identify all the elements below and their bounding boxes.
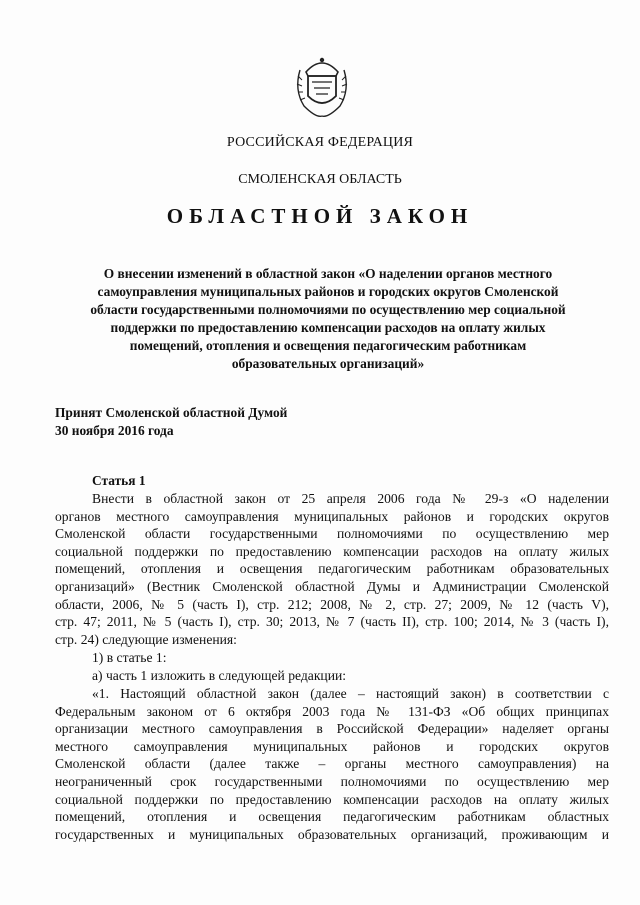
law-subject <box>55 265 601 373</box>
subject-line: поддержки по предоставлению компенсации расходов на оплату жилых <box>110 320 546 335</box>
region-heading: СМОЛЕНСКАЯ ОБЛАСТЬ <box>238 172 402 187</box>
article-paragraph <box>55 490 609 648</box>
law-title: ОБЛАСТНОЙ ЗАКОН <box>166 204 474 228</box>
adoption-info <box>55 404 287 440</box>
quote-line: Федеральным законом от 6 октября 2003 года № 131-ФЗ «Об общих принципах <box>55 703 609 719</box>
paragraph-line: органов местного самоуправления муниципальных районов и городских округов <box>55 508 609 524</box>
quote-line: государственных и муниципальных образовательных организаций, проживающим и <box>55 826 609 842</box>
paragraph-line: Смоленской области государственными полномочиями по осуществлению мер <box>55 526 609 542</box>
list-item-a: а) часть 1 изложить в следующей редакции: <box>92 668 347 683</box>
quote-line: социальной поддержки по предоставлению компенсации расходов на оплату жилых <box>55 791 609 807</box>
quote-line: неограниченный срок государственными полномочиями по осуществлению мер <box>55 773 609 789</box>
coat-of-arms-emblem <box>292 50 352 120</box>
list-item-1: 1) в статье 1: <box>92 650 167 665</box>
paragraph-line: социальной поддержки по предоставлению компенсации расходов на оплату жилых <box>55 543 609 559</box>
paragraph-line: области, 2006, № 5 (часть I), стр. 212; 2008, № 2, стр. 27; 2009, № 12 (часть V), <box>55 596 609 612</box>
quote-line: помещений, отопления и освещения педагогическим работникам областных <box>55 809 609 825</box>
paragraph-line: стр. 47; 2011, № 5 (часть I), стр. 30; 2013, № 7 (часть II), стр. 100; 2014, № 3 (часть I), <box>55 614 609 630</box>
paragraph-line: организаций» (Вестник Смоленской областной Думы и Администрации Смоленской <box>55 578 609 594</box>
paragraph-line: Внести в областной закон от 25 апреля 2006 года № 29-з «О наделении <box>92 491 609 506</box>
article-heading: Статья 1 <box>92 473 146 488</box>
quote-line: местного самоуправления муниципальных районов и городских округов <box>55 738 609 754</box>
quote-line: Смоленской области (далее также – органы местного самоуправления) на <box>55 756 609 772</box>
quote-line: организации местного самоуправления в Российской Федерации» наделяет органы <box>55 721 609 737</box>
subject-line: помещений, отопления и освещения педагогическим работникам <box>129 338 527 353</box>
subject-line: образовательных организаций» <box>231 356 425 371</box>
quoted-amendment <box>55 685 609 843</box>
paragraph-line: стр. 24) следующие изменения: <box>55 631 237 647</box>
adoption-body: Принят Смоленской областной Думой <box>55 405 288 420</box>
quote-line: «1. Настоящий областной закон (далее – настоящий закон) в соответствии с <box>92 686 609 701</box>
federation-heading: РОССИЙСКАЯ ФЕДЕРАЦИЯ <box>226 135 414 150</box>
adoption-date: 30 ноября 2016 года <box>55 423 174 438</box>
paragraph-line: помещений, отопления и освещения педагогическим работникам образовательных <box>55 561 609 577</box>
subject-line: самоуправления муниципальных районов и городских округов Смоленской <box>97 284 559 299</box>
subject-line: О внесении изменений в областной закон «О наделении органов местного <box>103 266 553 281</box>
subject-line: области государственными полномочиями по осуществлению мер социальной <box>90 302 566 317</box>
